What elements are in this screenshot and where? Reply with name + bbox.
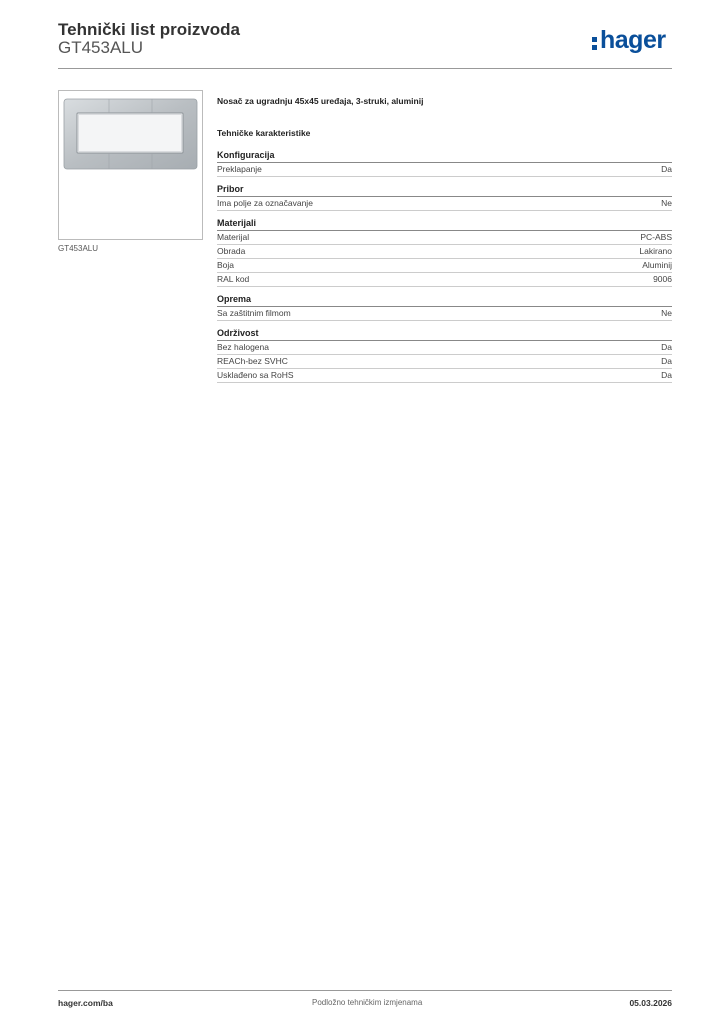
characteristic-value: Ne	[661, 308, 672, 318]
characteristic-row	[217, 369, 672, 383]
characteristic-label: Obrada	[217, 246, 246, 256]
characteristics-group	[217, 184, 672, 211]
characteristic-row	[217, 163, 672, 177]
characteristics-group	[217, 328, 672, 383]
characteristic-label: Sa zaštitnim filmom	[217, 308, 291, 318]
characteristic-row	[217, 307, 672, 321]
characteristic-label: Boja	[217, 260, 235, 270]
characteristic-value: Lakirano	[639, 246, 672, 256]
product-image	[58, 90, 203, 240]
characteristic-row	[217, 273, 672, 287]
characteristic-label: REACh-bez SVHC	[217, 356, 288, 366]
characteristic-row	[217, 355, 672, 369]
product-description: Nosač za ugradnju 45x45 uređaja, 3-struki, aluminij	[217, 96, 424, 106]
characteristic-label: Preklapanje	[217, 164, 262, 174]
footer-website: hager.com/ba	[58, 998, 113, 1008]
characteristics-group	[217, 150, 672, 177]
footer-notice: Podložno tehničkim izmjenama	[312, 998, 423, 1007]
characteristic-label: Bez halogena	[217, 342, 269, 352]
characteristic-label: RAL kod	[217, 274, 250, 284]
characteristic-value: PC-ABS	[640, 232, 672, 242]
document-title: Tehnički list proizvoda	[58, 20, 240, 39]
characteristic-value: Aluminij	[642, 260, 672, 270]
header-divider	[58, 68, 672, 69]
group-title: Materijali	[217, 218, 672, 231]
footer-divider	[58, 990, 672, 991]
group-title: Pribor	[217, 184, 672, 197]
footer-date: 05.03.2026	[629, 998, 672, 1008]
characteristic-value: 9006	[653, 274, 672, 284]
hager-logo	[592, 26, 666, 55]
characteristics-group	[217, 218, 672, 287]
product-image-caption: GT453ALU	[58, 244, 99, 253]
characteristic-row	[217, 231, 672, 245]
technical-content	[217, 96, 672, 390]
characteristic-label: Ima polje za označavanje	[217, 198, 313, 208]
group-title: Konfiguracija	[217, 150, 672, 163]
characteristics-groups	[217, 150, 672, 383]
characteristics-group	[217, 294, 672, 321]
group-title: Održivost	[217, 328, 672, 341]
characteristic-row	[217, 341, 672, 355]
characteristic-value: Ne	[661, 198, 672, 208]
product-code-heading: GT453ALU	[58, 38, 144, 57]
cover-plate-illustration	[59, 91, 202, 239]
characteristic-label: Usklađeno sa RoHS	[217, 370, 294, 380]
section-title: Tehničke karakteristike	[217, 128, 311, 138]
characteristic-row	[217, 259, 672, 273]
characteristic-value: Da	[661, 164, 672, 174]
group-title: Oprema	[217, 294, 672, 307]
characteristic-row	[217, 245, 672, 259]
characteristic-row	[217, 197, 672, 211]
characteristic-label: Materijal	[217, 232, 250, 242]
characteristic-value: Da	[661, 370, 672, 380]
logo-dots-icon	[592, 34, 597, 48]
characteristic-value: Da	[661, 342, 672, 352]
characteristic-value: Da	[661, 356, 672, 366]
logo-text: hager	[600, 26, 666, 54]
